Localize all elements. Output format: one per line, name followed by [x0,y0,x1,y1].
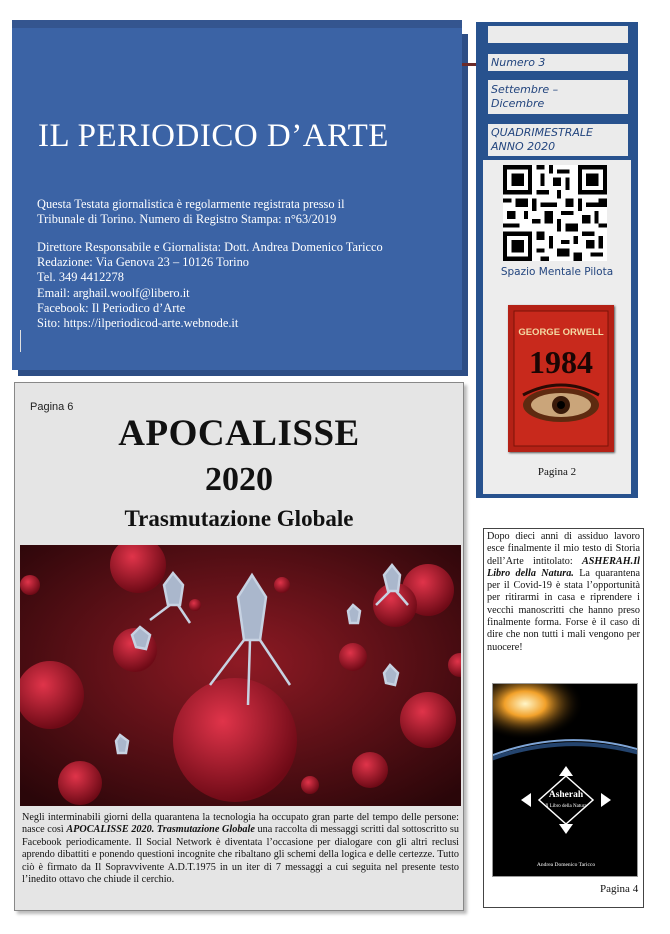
side-blank-field [488,26,628,43]
issue-frequency [488,124,628,156]
book-author: GEORGE ORWELL [518,327,604,338]
asherah-cover-art [493,684,638,877]
article-title: APOCALISSE [118,413,360,454]
email-link[interactable]: Email: arghail.woolf@libero.it [37,286,190,300]
virus-illustration-art [20,545,461,806]
registration-line-2: Tribunale di Torino. Numero di Registro Stampa: n°63/2019 [37,212,337,226]
issue-period-line-2: Dicembre [491,97,545,110]
issue-period-line-1: Settembre – [491,83,559,96]
side-article-body [487,531,640,654]
qr-code-icon[interactable] [503,165,607,261]
connector-line [462,63,476,66]
side-article-rest: La quarantena per il Covid-19 è stata l’opportunità per ritirarmi in casa e riprendere i vecchi manoscritti che hanno preso finalmente forma. Forse è il caso di dire che non tutti i mali vengono per nuocere! [487,567,640,653]
cover-title: Asherah [548,790,584,800]
article-subtitle: Trasmutazione Globale [124,506,354,531]
phone-line: Tel. 349 4412278 [37,270,124,284]
virus-illustration [20,545,461,806]
cover-author: Andrea Domenico Taricco [536,862,596,868]
side-article-page-ref: Pagina 4 [600,883,639,895]
text-cursor [20,330,21,352]
side-article-intro: Dopo dieci anni di assiduo lavoro esce finalmente il mio testo di Storia dell’Arte intitolato: [487,531,640,567]
book-title: 1984 [529,344,593,380]
article-body-intro: Negli interminabili giorni della quarantena la tecnologia ha occupato gran parte del tempo delle persone: nasce così [22,812,459,836]
side-article-title: ASHERAH.Il Libro della Natura. [487,555,640,579]
facebook-link[interactable]: Facebook: Il Periodico d’Arte [37,301,186,315]
asherah-book-cover [492,683,638,877]
article-body [22,812,459,886]
side-page-ref: Pagina 2 [537,466,577,478]
article-body-rest: una raccolta di messaggi scritti dal sottoscritto su Facebook periodicamente. Il Social Network è diventata l’occasione per dialogare con gli altri reclusi aprendo dibattiti e ponendo questioni incognite che ribaltano gli schemi della logica e delle certezze. Tutto ciò è firmato da Il Sopravvivente A.D.T.1975 in un iter di 7 messaggi a cui seguita nel presente testo l’inedito ottavo che chiude il cerchio. [22,824,459,886]
qr-caption: Spazio Mentale Pilota [500,266,614,278]
main-page-ref: Pagina 6 [30,401,74,413]
cover-subtitle: Il Libro della Natura [545,804,587,809]
masthead-title: IL PERIODICO D’ARTE [38,118,389,154]
book-cover-art [508,305,614,452]
registration-line-1: Questa Testata giornalistica è regolarmente registrata presso il [37,197,345,211]
article-year: 2020 [205,461,273,498]
issue-number: Numero 3 [488,54,628,71]
article-body-title: APOCALISSE 2020. Trasmutazione Globale [66,824,255,836]
address-line: Redazione: Via Genova 23 – 10126 Torino [37,255,249,269]
site-link[interactable]: Sito: https://ilperiodicod-arte.webnode.it [37,316,239,330]
frequency-label: QUADRIMESTRALE [491,126,593,139]
book-cover-1984 [508,305,614,452]
year-label: ANNO 2020 [491,139,556,153]
director-line: Direttore Responsabile e Giornalista: Dott. Andrea Domenico Taricco [37,240,383,254]
issue-period [488,80,628,114]
